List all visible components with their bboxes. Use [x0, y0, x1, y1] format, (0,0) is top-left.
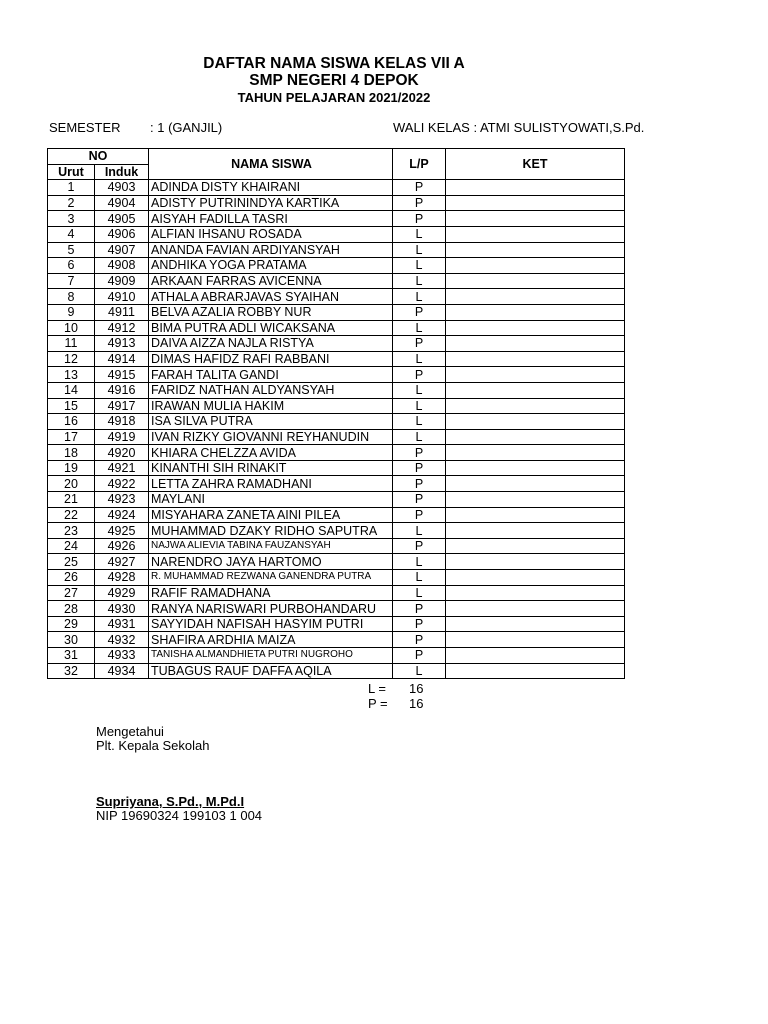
remarks-cell [446, 538, 625, 554]
table-row [48, 382, 625, 398]
student-name: LETTA ZAHRA RAMADHANI [149, 476, 393, 492]
row-number: 17 [48, 429, 95, 445]
table-row [48, 523, 625, 539]
remarks-cell [446, 632, 625, 648]
student-gender: L [393, 382, 446, 398]
academic-year: TAHUN PELAJARAN 2021/2022 [237, 90, 431, 105]
remarks-cell [446, 336, 625, 352]
student-gender: L [393, 554, 446, 570]
student-name: ADINDA DISTY KHAIRANI [149, 180, 393, 196]
student-name: R. MUHAMMAD REZWANA GANENDRA PUTRA [149, 570, 393, 586]
student-name: MISYAHARA ZANETA AINI PILEA [149, 507, 393, 523]
row-number: 23 [48, 523, 95, 539]
row-number: 11 [48, 336, 95, 352]
header-lp: L/P [393, 149, 446, 180]
student-id: 4912 [95, 320, 149, 336]
row-number: 32 [48, 663, 95, 679]
student-table-body [48, 180, 625, 679]
row-number: 10 [48, 320, 95, 336]
female-count: 16 [409, 696, 424, 711]
student-id: 4930 [95, 601, 149, 617]
student-id: 4928 [95, 570, 149, 586]
student-id: 4907 [95, 242, 149, 258]
remarks-cell [446, 507, 625, 523]
row-number: 4 [48, 226, 95, 242]
student-gender: L [393, 429, 446, 445]
row-number: 18 [48, 445, 95, 461]
table-row [48, 320, 625, 336]
remarks-cell [446, 398, 625, 414]
student-name: NAJWA ALIEVIA TABINA FAUZANSYAH [149, 538, 393, 554]
table-row [48, 507, 625, 523]
table-row [48, 195, 625, 211]
student-id: 4917 [95, 398, 149, 414]
student-name: ADISTY PUTRININDYA KARTIKA [149, 195, 393, 211]
row-number: 8 [48, 289, 95, 305]
student-id: 4914 [95, 351, 149, 367]
student-id: 4926 [95, 538, 149, 554]
remarks-cell [446, 382, 625, 398]
row-number: 16 [48, 414, 95, 430]
student-gender: L [393, 414, 446, 430]
student-id: 4924 [95, 507, 149, 523]
row-number: 7 [48, 273, 95, 289]
student-gender: L [393, 585, 446, 601]
student-name: BIMA PUTRA ADLI WICAKSANA [149, 320, 393, 336]
table-row [48, 242, 625, 258]
student-table [47, 148, 625, 679]
table-row [48, 476, 625, 492]
remarks-cell [446, 304, 625, 320]
row-number: 21 [48, 492, 95, 508]
remarks-cell [446, 523, 625, 539]
row-number: 30 [48, 632, 95, 648]
table-row [48, 538, 625, 554]
table-row [48, 258, 625, 274]
student-id: 4925 [95, 523, 149, 539]
row-number: 31 [48, 648, 95, 664]
row-number: 22 [48, 507, 95, 523]
row-number: 29 [48, 616, 95, 632]
student-name: NARENDRO JAYA HARTOMO [149, 554, 393, 570]
male-count: 16 [409, 681, 424, 696]
table-row [48, 367, 625, 383]
student-id: 4923 [95, 492, 149, 508]
student-id: 4931 [95, 616, 149, 632]
table-row [48, 211, 625, 227]
student-id: 4927 [95, 554, 149, 570]
student-name: MAYLANI [149, 492, 393, 508]
table-row [48, 632, 625, 648]
table-row [48, 429, 625, 445]
remarks-cell [446, 460, 625, 476]
student-name: RANYA NARISWARI PURBOHANDARU [149, 601, 393, 617]
student-id: 4904 [95, 195, 149, 211]
student-name: AISYAH FADILLA TASRI [149, 211, 393, 227]
remarks-cell [446, 429, 625, 445]
student-name: BELVA AZALIA ROBBY NUR [149, 304, 393, 320]
table-row [48, 180, 625, 196]
student-id: 4934 [95, 663, 149, 679]
title-line-1: DAFTAR NAMA SISWA KELAS VII A [203, 55, 465, 72]
student-gender: L [393, 663, 446, 679]
remarks-cell [446, 180, 625, 196]
student-name: RAFIF RAMADHANA [149, 585, 393, 601]
student-gender: P [393, 445, 446, 461]
row-number: 5 [48, 242, 95, 258]
header-nama: NAMA SISWA [149, 149, 393, 180]
table-row [48, 616, 625, 632]
row-number: 27 [48, 585, 95, 601]
student-name: TUBAGUS RAUF DAFFA AQILA [149, 663, 393, 679]
row-number: 3 [48, 211, 95, 227]
table-row [48, 648, 625, 664]
student-gender: L [393, 570, 446, 586]
student-gender: L [393, 226, 446, 242]
student-gender: P [393, 180, 446, 196]
student-gender: P [393, 616, 446, 632]
student-name: DIMAS HAFIDZ RAFI RABBANI [149, 351, 393, 367]
remarks-cell [446, 445, 625, 461]
remarks-cell [446, 195, 625, 211]
student-name: SHAFIRA ARDHIA MAIZA [149, 632, 393, 648]
table-row [48, 398, 625, 414]
row-number: 26 [48, 570, 95, 586]
student-id: 4916 [95, 382, 149, 398]
male-count-label: L = [368, 681, 386, 696]
student-gender: L [393, 398, 446, 414]
student-id: 4921 [95, 460, 149, 476]
table-row [48, 663, 625, 679]
student-gender: L [393, 289, 446, 305]
row-number: 28 [48, 601, 95, 617]
student-name: SAYYIDAH NAFISAH HASYIM PUTRI [149, 616, 393, 632]
student-id: 4903 [95, 180, 149, 196]
student-id: 4919 [95, 429, 149, 445]
student-id: 4933 [95, 648, 149, 664]
student-id: 4932 [95, 632, 149, 648]
table-row [48, 336, 625, 352]
principal-title: Plt. Kepala Sekolah [96, 738, 210, 753]
student-gender: L [393, 273, 446, 289]
semester-value: : 1 (GANJIL) [150, 120, 223, 135]
remarks-cell [446, 258, 625, 274]
remarks-cell [446, 601, 625, 617]
student-gender: P [393, 492, 446, 508]
student-name: IRAWAN MULIA HAKIM [149, 398, 393, 414]
student-id: 4915 [95, 367, 149, 383]
remarks-cell [446, 585, 625, 601]
student-gender: P [393, 195, 446, 211]
student-gender: P [393, 336, 446, 352]
row-number: 2 [48, 195, 95, 211]
header-urut: Urut [48, 164, 95, 180]
student-id: 4910 [95, 289, 149, 305]
remarks-cell [446, 492, 625, 508]
student-name: ALFIAN IHSANU ROSADA [149, 226, 393, 242]
student-gender: L [393, 351, 446, 367]
remarks-cell [446, 226, 625, 242]
school-name: SMP NEGERI 4 DEPOK [249, 72, 419, 89]
student-name: ANDHIKA YOGA PRATAMA [149, 258, 393, 274]
row-number: 25 [48, 554, 95, 570]
remarks-cell [446, 616, 625, 632]
student-name: IVAN RIZKY GIOVANNI REYHANUDIN [149, 429, 393, 445]
remarks-cell [446, 273, 625, 289]
table-row [48, 289, 625, 305]
homeroom-teacher: WALI KELAS : ATMI SULISTYOWATI,S.Pd. [393, 120, 645, 135]
remarks-cell [446, 648, 625, 664]
student-gender: P [393, 211, 446, 227]
student-name: FARAH TALITA GANDI [149, 367, 393, 383]
student-gender: P [393, 476, 446, 492]
remarks-cell [446, 367, 625, 383]
student-gender: P [393, 601, 446, 617]
student-name: KHIARA CHELZZA AVIDA [149, 445, 393, 461]
student-gender: P [393, 632, 446, 648]
remarks-cell [446, 351, 625, 367]
student-id: 4913 [95, 336, 149, 352]
remarks-cell [446, 211, 625, 227]
student-id: 4909 [95, 273, 149, 289]
remarks-cell [446, 289, 625, 305]
remarks-cell [446, 320, 625, 336]
female-count-label: P = [368, 696, 388, 711]
student-name: ATHALA ABRARJAVAS SYAIHAN [149, 289, 393, 305]
row-number: 15 [48, 398, 95, 414]
table-row [48, 273, 625, 289]
student-gender: P [393, 507, 446, 523]
student-gender: L [393, 258, 446, 274]
student-gender: P [393, 367, 446, 383]
student-gender: L [393, 320, 446, 336]
student-id: 4908 [95, 258, 149, 274]
remarks-cell [446, 476, 625, 492]
header-ket: KET [446, 149, 625, 180]
table-row [48, 304, 625, 320]
student-name: ISA SILVA PUTRA [149, 414, 393, 430]
student-id: 4929 [95, 585, 149, 601]
remarks-cell [446, 570, 625, 586]
remarks-cell [446, 663, 625, 679]
student-id: 4920 [95, 445, 149, 461]
table-row [48, 492, 625, 508]
header-no: NO [48, 149, 149, 165]
row-number: 20 [48, 476, 95, 492]
row-number: 12 [48, 351, 95, 367]
acknowledged-label: Mengetahui [96, 724, 164, 739]
student-name: ANANDA FAVIAN ARDIYANSYAH [149, 242, 393, 258]
table-row [48, 445, 625, 461]
student-gender: L [393, 242, 446, 258]
remarks-cell [446, 414, 625, 430]
principal-nip: NIP 19690324 199103 1 004 [96, 808, 263, 823]
student-id: 4918 [95, 414, 149, 430]
student-name: MUHAMMAD DZAKY RIDHO SAPUTRA [149, 523, 393, 539]
student-name: FARIDZ NATHAN ALDYANSYAH [149, 382, 393, 398]
table-row [48, 585, 625, 601]
student-id: 4911 [95, 304, 149, 320]
row-number: 9 [48, 304, 95, 320]
table-row [48, 460, 625, 476]
student-gender: P [393, 304, 446, 320]
student-gender: L [393, 523, 446, 539]
row-number: 13 [48, 367, 95, 383]
row-number: 19 [48, 460, 95, 476]
semester-label: SEMESTER [49, 120, 121, 135]
student-gender: P [393, 538, 446, 554]
row-number: 6 [48, 258, 95, 274]
table-row [48, 554, 625, 570]
header-induk: Induk [95, 164, 149, 180]
student-name: KINANTHI SIH RINAKIT [149, 460, 393, 476]
remarks-cell [446, 554, 625, 570]
table-row [48, 570, 625, 586]
remarks-cell [446, 242, 625, 258]
row-number: 24 [48, 538, 95, 554]
table-row [48, 226, 625, 242]
student-name: ARKAAN FARRAS AVICENNA [149, 273, 393, 289]
table-row [48, 414, 625, 430]
student-id: 4905 [95, 211, 149, 227]
table-row [48, 351, 625, 367]
row-number: 1 [48, 180, 95, 196]
student-id: 4906 [95, 226, 149, 242]
student-gender: P [393, 460, 446, 476]
student-id: 4922 [95, 476, 149, 492]
table-row [48, 601, 625, 617]
principal-name: Supriyana, S.Pd., M.Pd.I [96, 794, 245, 809]
student-name: TANISHA ALMANDHIETA PUTRI NUGROHO [149, 648, 393, 664]
student-name: DAIVA AIZZA NAJLA RISTYA [149, 336, 393, 352]
student-gender: P [393, 648, 446, 664]
row-number: 14 [48, 382, 95, 398]
